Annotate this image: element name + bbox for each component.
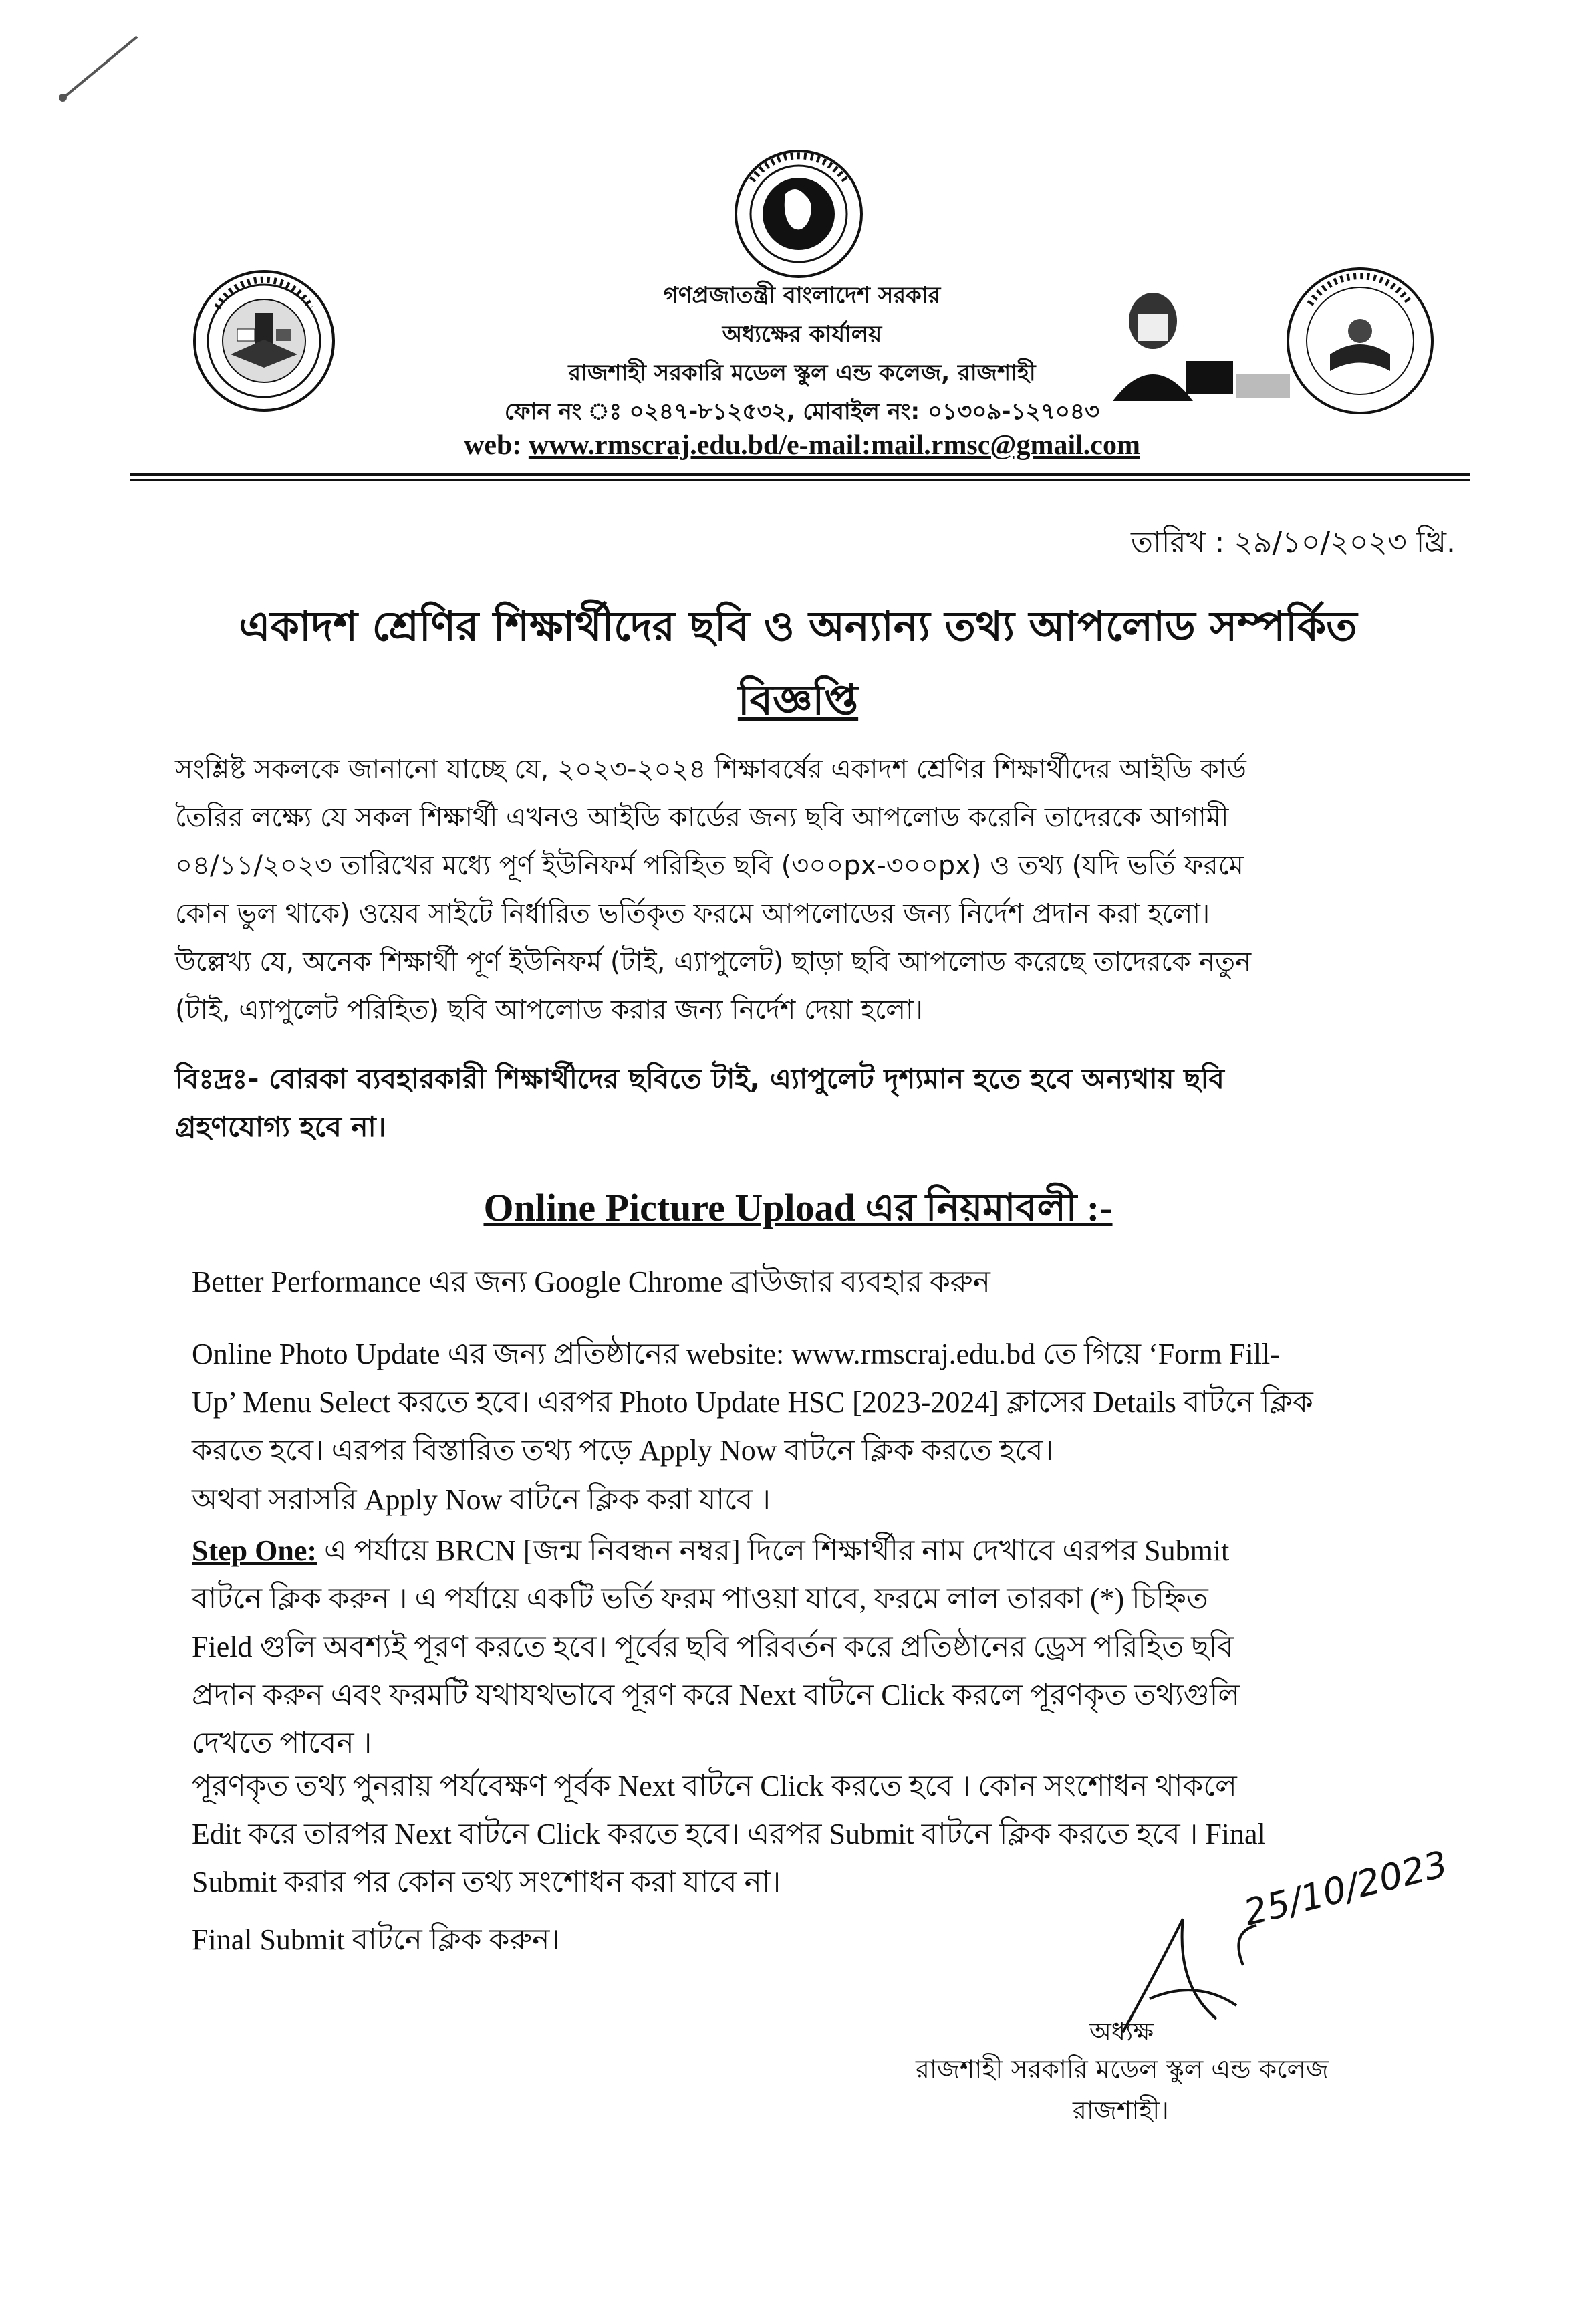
rules-heading: Online Picture Upload এর নিয়মাবলী :- (483, 1186, 1113, 1229)
body-line: তৈরির লক্ষ্যে যে সকল শিক্ষার্থী এখনও আইডি কার্ডের জন্য ছবি আপলোড করেনি তাদেরকে আগামী (175, 802, 1229, 833)
rule-line: পূরণকৃত তথ্য পুনরায় পর্যবেক্ষণ পূর্বক Next বাটনে Click করতে হবে । কোন সংশোধন থাকলে (192, 1769, 1237, 1802)
signature-date-handwritten: 25/10/2023 (1239, 1842, 1452, 1934)
rule-line: Edit করে তারপর Next বাটনে Click করতে হবে। এরপর Submit বাটনে ক্লিক করতে হবে । Final (192, 1818, 1266, 1850)
signatory-org: রাজশাহী সরকারি মডেল স্কুল এন্ড কলেজ (916, 2054, 1329, 2084)
header-phone: ফোন নং ঃ ০২৪৭-৮১২৫৩২, মোবাইল নং: ০১৩০৯-১২৭০৪৩ (504, 398, 1100, 425)
note-line: বিঃদ্রঃ- বোরকা ব্যবহারকারী শিক্ষার্থীদের ছবিতে টাই, এ্যাপুলেট দৃশ্যমান হতে হবে অন্যথায় ছবি (175, 1062, 1224, 1095)
school-seal-icon (190, 267, 338, 414)
web-link[interactable]: www.rmscraj.edu.bd/e-mail:mail.rmsc@gmail.com (528, 430, 1140, 461)
header-divider-thin (130, 479, 1470, 481)
rule-line: Online Photo Update এর জন্য প্রতিষ্ঠানের website: www.rmscraj.edu.bd তে গিয়ে ‘Form Fill- (192, 1338, 1280, 1370)
header-office: অধ্যক্ষের কার্যালয় (722, 321, 882, 348)
body-line: কোন ভুল থাকে) ওয়েব সাইটে নির্ধারিত ভর্তিকৃত ফরমে আপলোডের জন্য নির্দেশ প্রদান করা হলো। (175, 898, 1210, 929)
body-line: সংশ্লিষ্ট সকলকে জানানো যাচ্ছে যে, ২০২৩-২০২৪ শিক্ষাবর্ষের একাদশ শ্রেণির শিক্ষার্থীদের আইডি কার্ড (175, 754, 1246, 785)
pen-mark-icon (53, 27, 147, 107)
step-one-label: Step One: (192, 1534, 317, 1567)
header-web (201, 429, 1404, 461)
rule-line: দেখতে পাবেন । (192, 1727, 372, 1759)
rule-direct-apply: অথবা সরাসরি Apply Now বাটনে ক্লিক করা যাবে । (192, 1483, 771, 1516)
notice-title: একাদশ শ্রেণির শিক্ষার্থীদের ছবি ও অন্যান্য তথ্য আপলোড সম্পর্কিত (239, 602, 1357, 650)
rule-line: প্রদান করুন এবং ফরমটি যথাযথভাবে পূরণ করে Next বাটনে Click করলে পূরণকৃত তথ্যগুলি (192, 1679, 1240, 1711)
header-gov: গণপ্রজাতন্ত্রী বাংলাদেশ সরকার (663, 282, 941, 309)
rule-line: করতে হবে। এরপর বিস্তারিত তথ্য পড়ে Apply Now বাটনে ক্লিক করতে হবে। (192, 1434, 1054, 1467)
rule-line: Field গুলি অবশ্যই পূরণ করতে হবে। পূর্বের ছবি পরিবর্তন করে প্রতিষ্ঠানের ড্রেস পরিহিত ছবি (192, 1630, 1234, 1663)
notice-note (175, 1055, 1458, 1151)
web-label: web: (464, 430, 529, 461)
rule-line: Up’ Menu Select করতে হবে। এরপর Photo Update HSC [2023-2024] ক্লাসের Details বাটনে ক্লিক (192, 1386, 1313, 1419)
notice-body (175, 745, 1458, 1034)
rule-line: বাটনে ক্লিক করুন । এ পর্যায়ে একটি ভর্তি ফরম পাওয়া যাবে, ফরমে লাল তারকা (*) চিহ্নিত (192, 1582, 1208, 1615)
signatory-title: অধ্যক্ষ (1089, 2017, 1154, 2046)
header-divider (130, 473, 1470, 476)
body-line: উল্লেখ্য যে, অনেক শিক্ষার্থী পূর্ণ ইউনিফর্ম (টাই, এ্যাপুলেট) ছাড়া ছবি আপলোড করেছে তাদেরকে নতুন (175, 947, 1252, 977)
rule-website (192, 1330, 1462, 1475)
body-line: (টাই, এ্যাপুলেট পরিহিত) ছবি আপলোড করার জন্য নির্দেশ দেয়া হলো। (175, 995, 923, 1025)
education-badge-icon (1283, 264, 1437, 418)
rule-step-one (192, 1527, 1462, 1767)
issue-date: তারিখ : ২৯/১০/২০২৩ খ্রি. (1131, 525, 1456, 560)
header-institution: রাজশাহী সরকারি মডেল স্কুল এন্ড কলেজ, রাজশাহী (568, 360, 1036, 386)
body-line: ০৪/১১/২০২৩ তারিখের মধ্যে পূর্ণ ইউনিফর্ম পরিহিত ছবি (৩০০px-৩০০px) ও তথ্য (যদি ভর্তি ফরমে (175, 850, 1244, 881)
signatory-city: রাজশাহী। (1073, 2096, 1169, 2125)
rule-final-submit: Final Submit বাটনে ক্লিক করুন। (192, 1923, 561, 1956)
rule-line: Submit করার পর কোন তথ্য সংশোধন করা যাবে না। (192, 1866, 781, 1899)
government-seal-icon (732, 147, 866, 281)
notice-subtitle: বিজ্ঞপ্তি (737, 675, 859, 724)
rule-browser: Better Performance এর জন্য Google Chrome ব্রাউজার ব্যবহার করুন (192, 1265, 990, 1298)
rule-line: এ পর্যায়ে BRCN [জন্ম নিবন্ধন নম্বর] দিলে শিক্ষার্থীর নাম দেখাবে এরপর Submit (317, 1534, 1230, 1567)
note-line: গ্রহণযোগ্য হবে না। (175, 1110, 386, 1143)
